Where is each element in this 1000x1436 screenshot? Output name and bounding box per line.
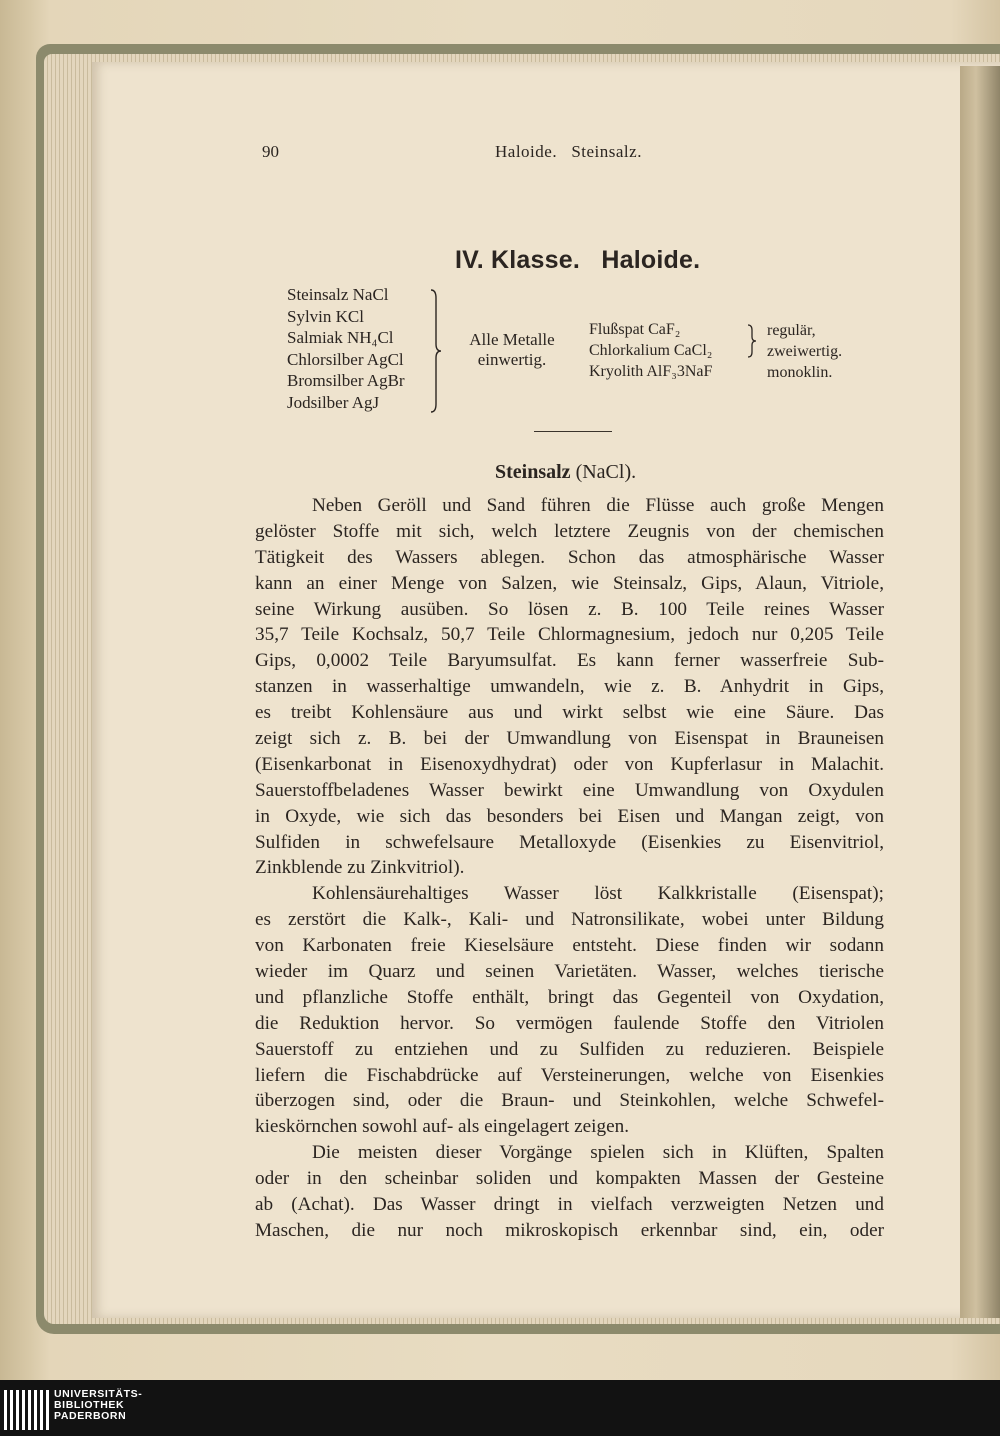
body-line: die Reduktion hervor. So vermögen faulende Stoffe den Vitriolen xyxy=(255,1012,884,1034)
body-line: stanzen in wasserhaltige umwandeln, wie z. B. Anhydrit in Gips, xyxy=(255,676,884,698)
mineral-list-left xyxy=(287,284,437,413)
logo-line: BIBLIOTHEK xyxy=(54,1399,125,1411)
logo-line: PADERBORN xyxy=(54,1410,127,1422)
body-line: Maschen, die nur noch mikroskopisch erkennbar sind, ein, oder xyxy=(255,1219,884,1241)
body-line: Gips, 0,0002 Teile Baryumsulfat. Es kann ferner wasserfreie Sub- xyxy=(255,650,884,672)
body-line: es treibt Kohlensäure aus und wirkt selbst wie eine Säure. Das xyxy=(255,702,884,724)
body-line: wieder im Quarz und seinen Varietäten. Wasser, welches tierische xyxy=(255,961,884,983)
body-line: seine Wirkung ausüben. So lösen z. B. 100 Teile reines Wasser xyxy=(255,598,884,620)
running-head-title: Haloide. Steinsalz. xyxy=(495,142,642,161)
library-logo-text xyxy=(54,1389,142,1422)
body-line: Neben Geröll und Sand führen die Flüsse auch große Mengen xyxy=(312,495,884,516)
metal-note-line: Alle Metalle xyxy=(469,330,555,349)
body-line: Zinkblende zu Zinkvitriol). xyxy=(255,857,465,879)
body-text xyxy=(255,493,884,1244)
crystal-note: regulär, xyxy=(767,322,816,339)
crystal-system-notes xyxy=(767,320,877,383)
body-line: 35,7 Teile Kochsalz, 50,7 Teile Chlormagnesium, jedoch nur 0,205 Teile xyxy=(255,624,884,646)
logo-line: UNIVERSITÄTS- xyxy=(54,1388,143,1400)
metal-note-line: einwertig. xyxy=(477,350,547,369)
body-line: kieskörnchen sowohl auf- als eingelagert zeigen. xyxy=(255,1116,630,1138)
body-line: Sulfiden in schwefelsaure Metalloxyde (Eisenkies zu Eisenvitriol, xyxy=(255,831,884,853)
body-line: Kohlensäurehaltiges Wasser löst Kalkkristalle (Eisenspat); xyxy=(312,883,884,905)
mineral-entry: Chlorsilber AgCl xyxy=(287,349,404,369)
mineral-entry: Steinsalz NaCl xyxy=(287,285,389,304)
metal-note xyxy=(452,330,572,370)
mineral-entry: Salmiak NH₄Cl xyxy=(287,328,394,347)
mineral-entry: Sylvin KCl xyxy=(287,306,364,326)
page-number: 90 xyxy=(262,142,279,161)
body-line: (Eisenkarbonat in Eisenoxydhydrat) oder von Kupferlasur in Malachit. xyxy=(255,753,884,775)
section-title-bold: Steinsalz xyxy=(495,461,571,483)
running-head xyxy=(262,142,882,166)
right-page-fold xyxy=(960,66,1000,1318)
mineral-entry: Bromsilber AgBr xyxy=(287,371,405,390)
left-brace-icon xyxy=(427,288,445,414)
body-line: und pflanzliche Stoffe enthält, bringt das Gegenteil von Oxydation, xyxy=(255,986,884,1008)
body-line: in Oxyde, wie sich das besonders bei Eisen und Mangan zeigt, von xyxy=(255,805,884,827)
body-line: es zerstört die Kalk-, Kali- und Natronsilikate, wobei unter Bildung xyxy=(255,909,884,931)
body-line: gelöster Stoffe mit sich, welch letztere Zeugnis von der chemischen xyxy=(255,520,884,542)
crystal-note: zweiwertig. xyxy=(767,343,843,360)
body-line: Sauerstoff zu entziehen und zu Sulfiden zu reduzieren. Beispiele xyxy=(255,1038,884,1060)
library-footer xyxy=(0,1380,1000,1436)
body-line: kann an einer Menge von Salzen, wie Steinsalz, Gips, Alaun, Vitriole, xyxy=(255,572,884,594)
crystal-note: monoklin. xyxy=(767,364,833,381)
body-line: zeigt sich z. B. bei der Umwandlung von Eisenspat in Brauneisen xyxy=(255,728,884,750)
body-line: Tätigkeit des Wassers ablegen. Schon das atmosphärische Wasser xyxy=(255,546,884,568)
body-line: oder in den scheinbar soliden und kompakten Massen der Gesteine xyxy=(255,1168,884,1190)
section-title-formula: (NaCl). xyxy=(570,461,637,483)
body-line: Sauerstoffbeladenes Wasser bewirkt eine Umwandlung von Oxydulen xyxy=(255,779,884,801)
mineral-list-right xyxy=(589,319,764,382)
library-logo-icon xyxy=(4,1390,50,1430)
right-brace-icon xyxy=(746,324,758,358)
mineral-entry: Chlorkalium CaCl₂ xyxy=(589,342,713,359)
section-title xyxy=(495,461,636,484)
class-heading: IV. Klasse. Haloide. xyxy=(455,246,701,274)
body-line: ab (Achat). Das Wasser dringt in vielfach verzweigten Netzen und xyxy=(255,1194,884,1216)
body-line: überzogen sind, oder die Braun- und Steinkohlen, welche Schwefel- xyxy=(255,1090,884,1112)
mineral-entry: Jodsilber AgJ xyxy=(287,392,380,412)
mineral-entry: Flußspat CaF₂ xyxy=(589,321,681,338)
body-line: Die meisten dieser Vorgänge spielen sich in Klüften, Spalten xyxy=(312,1142,884,1164)
mineral-entry: Kryolith AlF₃3NaF xyxy=(589,363,713,380)
body-line: liefern die Fischabdrücke auf Versteinerungen, welche von Eisenkies xyxy=(255,1064,884,1086)
divider-rule xyxy=(534,431,612,432)
body-line: von Karbonaten freie Kieselsäure entsteht. Diese finden wir sodann xyxy=(255,935,884,957)
